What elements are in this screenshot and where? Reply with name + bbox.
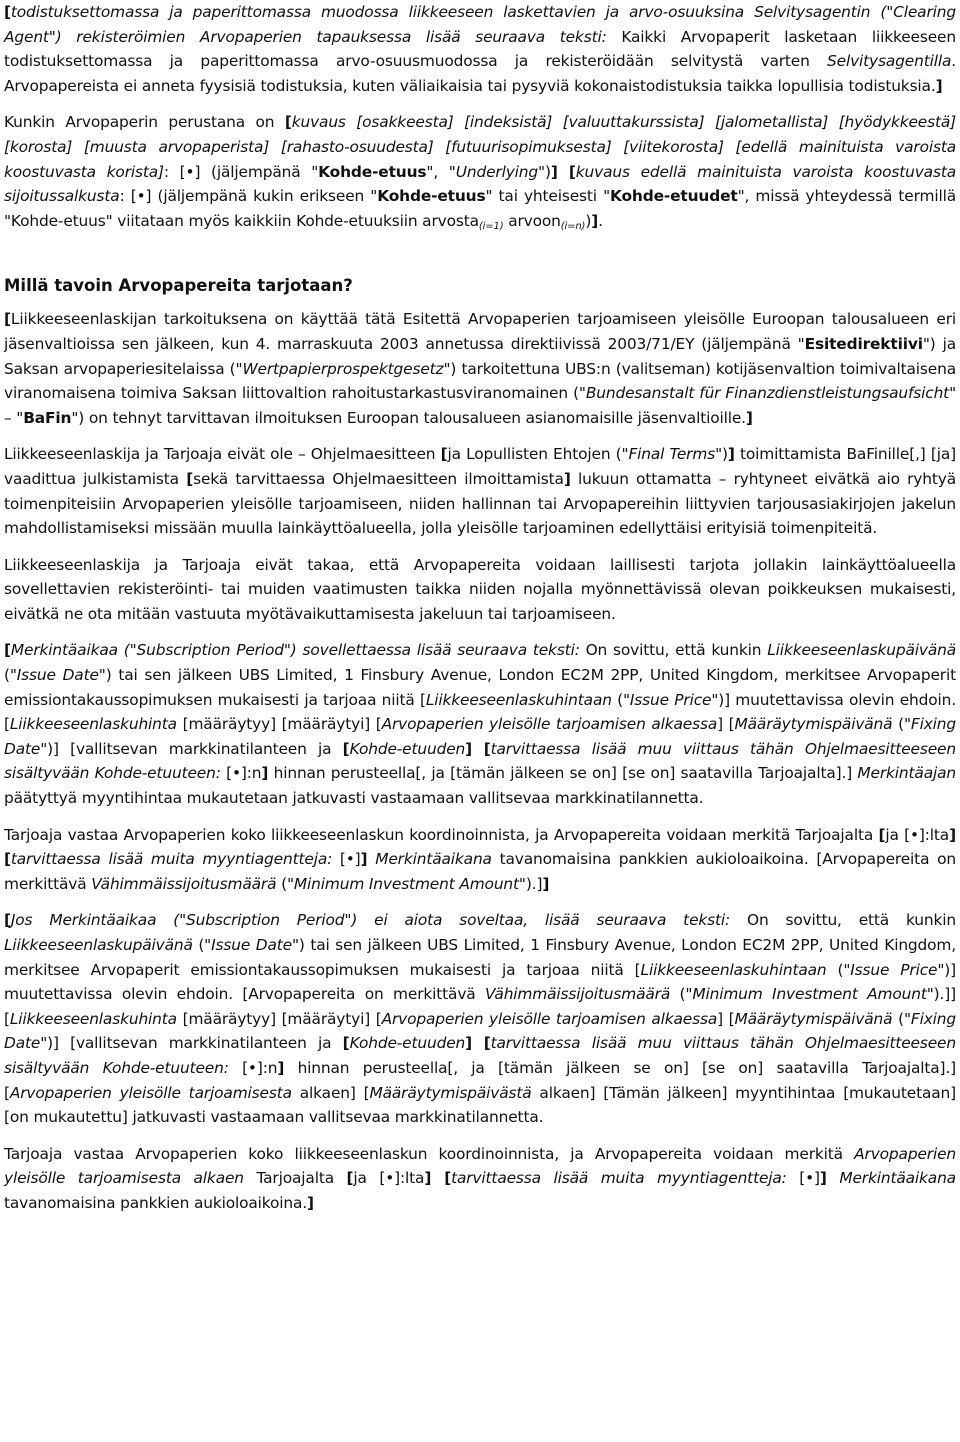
paragraph-coordination <box>4 823 956 897</box>
text-segment: [•] <box>786 1169 820 1188</box>
text-segment: Arvopaperien yleisölle tarjoamisesta alkaen <box>4 1144 956 1188</box>
text-segment: (" <box>4 666 17 685</box>
text-segment: [•]:n <box>228 1058 278 1077</box>
text-segment: [•] <box>332 850 361 869</box>
text-segment: [määräytyy] [määräytyi] [ <box>176 1009 382 1028</box>
text-segment: [ <box>346 1169 354 1188</box>
text-segment: Tarjoajalta <box>243 1169 347 1188</box>
text-segment: Kaikki Arvopaperit lasketaan liikkeeseen todistuksettomassa ja paperittomassa arvo-osuusmuodossa ja rekisteröidään selvitystä varten <box>4 27 956 71</box>
text-segment: Liikkeeseenlaskijan tarkoituksena on käyttää tätä Esitettä Arvopaperien tarjoamiseen yleisölle Euroopan talousalueen eri jäsenvaltioissa sen jälkeen, kun 4. marraskuuta 2003 annetussa direktiivissä 2003/71/EY (jäljempänä " <box>4 310 956 353</box>
section-heading: Millä tavoin Arvopapereita tarjotaan? <box>4 276 353 296</box>
text-segment: ] [ <box>550 162 576 181</box>
text-segment: ja Lopullisten Ehtojen (" <box>447 445 629 464</box>
text-segment: Vähimmäissijoitusmäärä <box>91 874 277 893</box>
text-segment: [ <box>342 1034 350 1053</box>
text-segment: ] [ <box>717 715 735 734</box>
text-segment: ja [•]:lta <box>885 825 950 844</box>
text-segment: ") on tehnyt tarvittavan ilmoituksen Euroopan talousalueen asianomaisille jäsenvaltioille. <box>71 408 746 427</box>
text-segment: Määräytymispäivänä <box>734 1009 893 1028</box>
text-segment: Merkintäaikaa ("Subscription Period") sovellettaessa lisää seuraava teksti: <box>10 641 580 660</box>
text-segment: ] <box>563 469 571 488</box>
text-segment: tarvittaessa lisää muita myyntiagentteja: <box>10 850 333 869</box>
text-segment: ")] [vallitsevan markkinatilanteen ja <box>40 739 343 758</box>
text-segment: Liikkeeseenlaskupäivänä <box>4 936 193 954</box>
paragraph-coordination-2 <box>4 1142 956 1216</box>
text-segment: ") ja Saksan arvopaperiesitelaissa (" <box>4 334 956 378</box>
text-segment: ] [ <box>424 1169 452 1188</box>
paragraph-underlying <box>4 110 956 239</box>
text-segment: ] [ <box>717 1009 735 1028</box>
text-segment: Merkintäajan <box>857 764 956 783</box>
text-segment: (" <box>276 874 294 893</box>
text-segment: ").] <box>518 874 543 893</box>
text-segment: : [•] (jäljempänä kukin erikseen " <box>119 187 378 206</box>
text-segment: [•]:n <box>220 764 262 783</box>
text-segment: Underlying <box>455 162 539 181</box>
text-segment: ") <box>715 445 728 464</box>
text-segment: (" <box>826 960 851 979</box>
text-segment: . <box>598 211 603 230</box>
text-segment: ", " <box>426 162 456 181</box>
text-segment: ")] muutettavissa olevin ehdoin. [Arvopapereita on merkittävä <box>4 960 957 1004</box>
text-segment: (" <box>611 690 630 709</box>
text-segment: (i=n) <box>560 220 586 232</box>
text-segment: Fixing Date <box>4 715 957 758</box>
text-segment: Arvopaperien yleisölle tarjoamisen alkaessa <box>381 715 718 734</box>
text-segment: (" <box>892 1009 911 1028</box>
text-segment: Minimum Investment Amount <box>692 985 927 1004</box>
text-segment: Arvopaperien yleisölle tarjoamisen alkaessa <box>381 1009 718 1028</box>
text-segment: " – " <box>4 384 957 427</box>
text-segment: Issue Date <box>211 936 292 954</box>
paragraph-subscription-period <box>4 638 956 810</box>
text-segment: Vähimmäissijoitusmäärä <box>485 985 671 1004</box>
text-segment: ] <box>745 408 753 427</box>
text-segment: ] <box>277 1058 285 1077</box>
text-segment: Liikkeeseenlaskija ja Tarjoaja eivät ole – Ohjelmaesitteen <box>4 445 441 464</box>
text-segment: ] [ <box>465 739 491 758</box>
text-segment: Liikkeeseenlaskuhintaan <box>640 960 827 979</box>
paragraph-no-subscription-period <box>4 908 956 1129</box>
text-segment: Kohde-etuuden <box>349 1034 466 1053</box>
text-segment: ") <box>538 162 551 181</box>
text-segment: päätyttyä myyntihintaa mukautetaan jatkuvasti vastaamaan vallitsevaa markkinatilannetta. <box>4 789 704 808</box>
text-segment: [ <box>4 3 11 21</box>
text-segment: [määräytyy] [määräytyi] [ <box>176 715 382 734</box>
text-segment: Kunkin Arvopaperin perustana on <box>4 113 285 132</box>
text-segment: ] <box>261 764 269 783</box>
text-segment: ] [ <box>4 825 956 869</box>
text-segment: Issue Date <box>16 666 99 685</box>
text-segment: [ <box>342 739 350 758</box>
text-segment: ] <box>935 76 943 95</box>
text-segment: Selvitysagentilla <box>827 52 952 71</box>
text-segment: Final Terms <box>628 445 716 464</box>
text-segment: Bundesanstalt für Finanzdienstleistungsaufsicht <box>585 384 950 403</box>
text-segment: Liikkeeseenlaskuhintaan <box>425 690 612 709</box>
text-segment: Määräytymispäivänä <box>734 715 893 734</box>
text-segment: Jos Merkintäaikaa ("Subscription Period") ei aiota soveltaa, lisää seuraava teksti: <box>10 911 731 930</box>
text-segment: kuvaus [osakkeesta] [indeksistä] [valuuttakurssista] [jalometallista] [hyödykkeestä] [korosta] [muusta arvopaperista] [rahasto-osuudesta] [futuurisopimuksesta] [viitekorosta] [edellä mainituista varoista koostuvasta korista] <box>4 113 957 181</box>
text-segment: ").]] [ <box>4 985 956 1028</box>
paragraph-no-guarantee <box>4 553 956 627</box>
text-segment: ] [ <box>465 1034 491 1053</box>
text-segment: arvoon <box>503 211 561 230</box>
text-segment: ] <box>591 211 599 230</box>
text-segment <box>827 1169 840 1187</box>
text-segment: Liikkeeseenlaskuhinta <box>9 715 177 734</box>
text-segment: Merkintäaikana <box>839 1169 956 1188</box>
text-segment: [ <box>284 113 292 132</box>
text-segment: [ <box>440 445 448 464</box>
text-segment: Liikkeeseenlaskija ja Tarjoaja eivät takaa, että Arvopapereita voidaan laillisesti tarjota jollakin lainkäyttöalueella sovellettavien rekisteröinti- tai muiden vaatimusten taikka niiden nojalla myönnettävissä olevan poikkeuksen mukaisesti, eivätkä ne ota mitään vastuuta myötävaikuttamisesta jakeluun tai tarjoamiseen. <box>4 555 956 623</box>
text-segment: (" <box>670 985 693 1004</box>
text-segment: Tarjoaja vastaa Arvopaperien koko liikkeeseenlaskun koordinoinnista, ja Arvopapereita voidaan merkitä <box>4 1144 855 1163</box>
text-segment: [ <box>4 911 11 930</box>
text-segment: ") tai sen jälkeen UBS Limited, 1 Finsbury Avenue, London EC2M 2PP, United Kingdom, merkitsee Arvopaperit emissiontakaussopimuksen mukaisesti ja tarjoaa niitä [ <box>4 666 956 709</box>
paragraph-no-other-measures <box>4 442 956 540</box>
text-segment: ] <box>307 1193 314 1212</box>
text-segment: toimittamista BaFinille[,] [ja] vaadittua julkistamista <box>4 445 957 488</box>
text-segment: tavanomaisina pankkien aukioloaikoina. <box>4 1193 308 1212</box>
text-segment: [ <box>4 310 11 329</box>
text-segment: On sovittu, että kunkin <box>730 911 956 930</box>
text-segment: Wertpapierprospektgesetz <box>242 359 444 378</box>
text-segment: (i=1) <box>478 220 504 232</box>
text-segment: Kohde-etuus <box>377 187 486 206</box>
text-segment: Kohde-etuus <box>318 162 427 181</box>
text-segment: Liikkeeseenlaskuhinta <box>9 1009 177 1028</box>
text-segment: Minimum Investment Amount <box>293 874 519 893</box>
text-segment: Kohde-etuuden <box>349 739 466 758</box>
text-segment: Kohde-etuudet <box>610 187 738 206</box>
text-segment: tarvittaessa lisää muita myyntiagentteja: <box>451 1169 787 1188</box>
text-segment: Merkintäaikana <box>375 850 492 869</box>
text-segment: ja [•]:lta <box>353 1169 425 1188</box>
text-segment: ")] muutettavissa olevin ehdoin. [ <box>4 690 956 734</box>
text-segment: ") tai sen jälkeen UBS Limited, 1 Finsbury Avenue, London EC2M 2PP, United Kingdom, merkitsee Arvopaperit emissiontakaussopimuksen mukaisesti ja tarjoaa niitä [ <box>4 936 957 979</box>
text-segment: hinnan perusteella[, ja [tämän jälkeen se on] [se on] saatavilla Tarjoajalta].] <box>268 764 858 783</box>
text-segment: lukuun ottamatta – ryhtyneet eivätkä aio ryhtyä toimenpiteisiin Arvopaperien yleisölle tarjoamiseen, niiden hallinnan tai Arvopapereihin liittyvien tarjousasiakirjojen jakelun mahdollistamiseksi missään muulla lainkäyttöalueella, jolla yleisölle tarjoaminen edellyttäisi erityisiä toimenpiteitä. <box>4 469 956 538</box>
text-segment: On sovittu, että kunkin <box>579 641 768 660</box>
text-segment: Issue Price <box>629 690 712 709</box>
text-segment: ] <box>360 850 368 869</box>
text-segment: Liikkeeseenlaskupäivänä <box>767 641 956 660</box>
text-segment: . Arvopapereista ei anneta fyysisiä todistuksia, kuten väliaikaisia tai pysyviä kokonaistodistuksia taikka lopullisia todistuksia. <box>4 52 956 95</box>
text-segment: ] <box>819 1169 827 1188</box>
text-segment: tarvittaessa lisää muu viittaus tähän Ohjelmaesitteeseen sisältyvään Kohde-etuuteen: <box>4 1034 956 1077</box>
text-segment: [ <box>4 641 11 660</box>
text-segment: : [•] (jäljempänä " <box>163 162 319 181</box>
text-segment: BaFin <box>23 408 72 427</box>
text-segment: Arvopaperien yleisölle tarjoamisesta <box>9 1083 292 1102</box>
text-segment: ] <box>542 874 550 893</box>
text-segment: [ <box>878 825 886 844</box>
paragraph-offer-intent <box>4 307 956 430</box>
text-segment: ] <box>727 445 735 464</box>
text-segment: Esitedirektiivi <box>804 334 923 353</box>
text-segment: ) <box>585 211 592 230</box>
text-segment: Tarjoaja vastaa Arvopaperien koko liikkeeseenlaskun koordinoinnista, ja Arvopapereita voidaan merkitä Tarjoajalta <box>4 825 879 844</box>
text-segment: (" <box>192 936 212 954</box>
text-segment: ", missä yhteydessä termillä "Kohde-etuus" viitataan myös kaikkiin Kohde-etuuksiin arvosta <box>4 187 956 230</box>
text-segment: todistuksettomassa ja paperittomassa muodossa liikkeeseen laskettavien ja arvo-osuuksina Selvitysagentin ("Clearing Agent") rekisteröimien Arvopaperien tapauksessa lisää seuraava teksti: <box>4 3 956 46</box>
text-segment: alkaen] [ <box>291 1083 370 1102</box>
text-segment: Issue Price <box>850 960 938 979</box>
text-segment: ") tarkoitettuna UBS:n (valitseman) kotijäsenvaltion toimivaltaisena viranomaisena toimiva Saksan liittovaltion rahoitustarkastusviranomainen (" <box>4 359 956 403</box>
text-segment: hinnan perusteella[, ja [tämän jälkeen se on] [se on] saatavilla Tarjoajalta].] [ <box>4 1058 956 1102</box>
text-segment: ")] [vallitsevan markkinatilanteen ja <box>40 1034 343 1053</box>
text-segment: tarvittaessa lisää muu viittaus tähän Ohjelmaesitteeseen sisältyvään Kohde-etuuteen: <box>4 739 956 783</box>
text-segment: [ <box>186 469 194 488</box>
paragraph-clearing-agent <box>4 0 956 98</box>
text-segment: alkaen] [Tämän jälkeen] myyntihintaa [mukautetaan] [on mukautettu] jatkuvasti vastaamaan vallitsevaa markkinatilannetta. <box>4 1083 956 1127</box>
text-segment: tavanomaisina pankkien aukioloaikoina. [Arvopapereita on merkittävä <box>4 850 956 893</box>
text-segment: kuvaus edellä mainituista varoista koostuvasta sijoitussalkusta <box>4 162 956 206</box>
text-segment: " tai yhteisesti " <box>485 187 610 206</box>
text-segment: Fixing Date <box>4 1009 957 1053</box>
text-segment: sekä tarvittaessa Ohjelmaesitteen ilmoittamista <box>193 469 564 488</box>
text-segment: Määräytymispäivästä <box>369 1083 532 1102</box>
text-segment: (" <box>892 715 911 734</box>
